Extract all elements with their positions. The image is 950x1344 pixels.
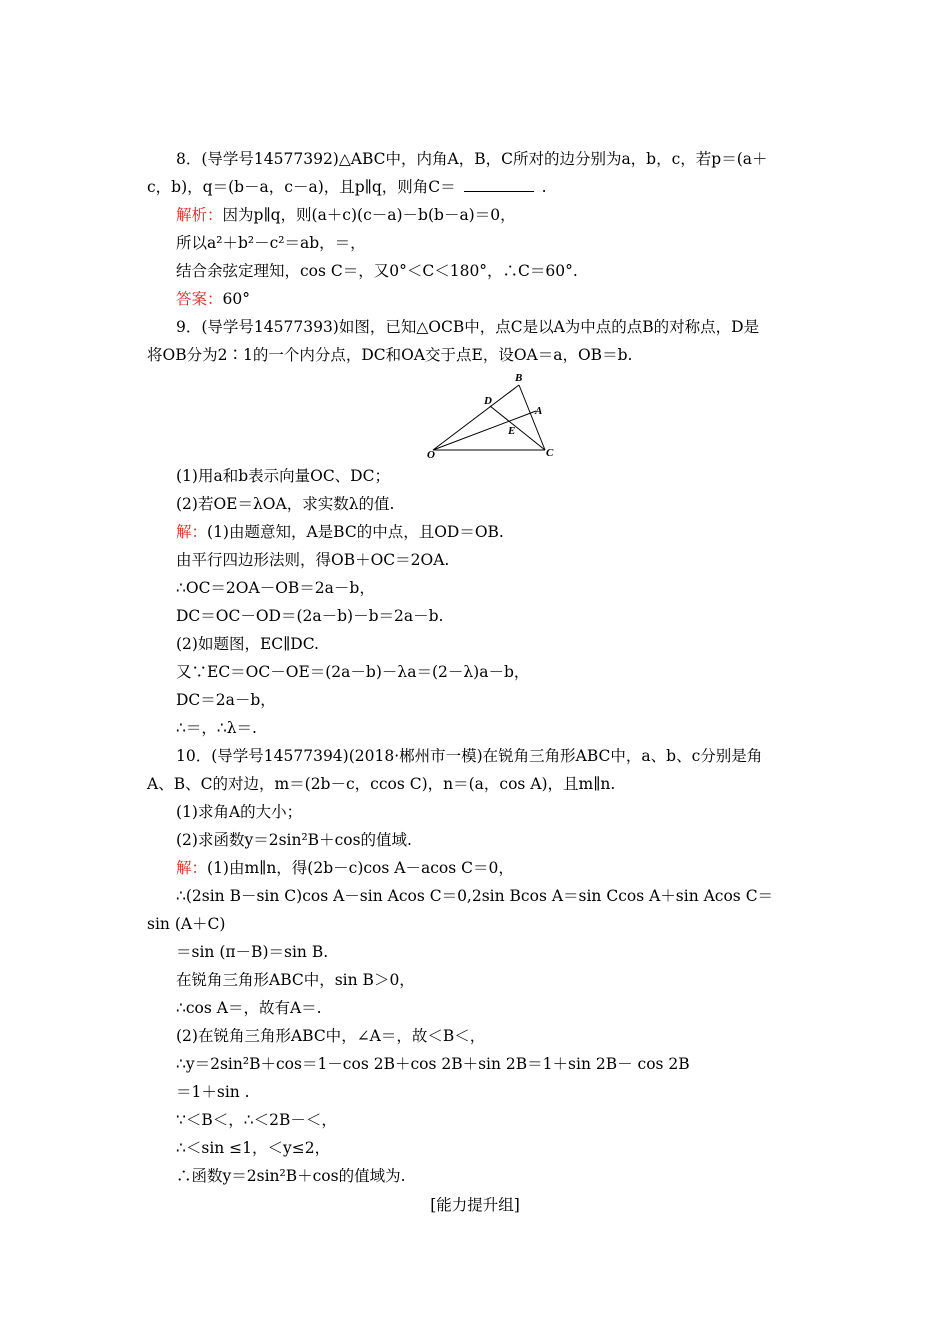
q10-part2: (2)求函数y＝2sin²B＋cos的值域. <box>176 831 412 849</box>
q9-solution-line7: DC＝2a－b， <box>176 691 276 709</box>
section-title: [能力提升组] <box>430 1196 520 1214</box>
q9-solution-line1 <box>176 522 504 542</box>
q10-solution-line5: 在锐角三角形ABC中，sin B＞0， <box>176 971 415 989</box>
answer-blank <box>464 177 534 192</box>
q8-solution-line3: 结合余弦定理知，cos C＝，又0°＜C＜180°，∴C＝60°. <box>176 262 578 280</box>
label-b: B <box>515 372 523 384</box>
q9-part1: (1)用a和b表示向量OC、DC； <box>176 467 390 485</box>
q10-line1: 10．(导学号14577394)(2018·郴州市一模)在锐角三角形ABC中，a、b、c分别是角 <box>176 747 763 765</box>
q10-solution-line9: ＝1＋sin . <box>176 1083 250 1101</box>
q10-solution-line10: ∵＜B＜，∴＜2B－＜， <box>176 1111 337 1129</box>
q10-solution-line4: ＝sin (π－B)＝sin B. <box>176 943 329 961</box>
q8-solution-line2: 所以a²＋b²－c²＝ab，＝， <box>176 234 366 252</box>
q9-line1: 9．(导学号14577393)如图，已知△OCB中，点C是以A为中点的点B的对称点，D是 <box>176 318 760 336</box>
label-c: C <box>546 447 554 459</box>
q9-solution-line3: ∴OC＝2OA－OB＝2a－b， <box>176 579 375 597</box>
q10-solution-line8: ∴y＝2sin²B＋cos＝1－cos 2B＋cos 2B＋sin 2B＝1＋sin 2B－ cos 2B <box>176 1055 690 1073</box>
label-a: A <box>535 405 543 417</box>
q8-line1: 8．(导学号14577392)△ABC中，内角A，B，C所对的边分别为a，b，c，若p＝(a＋ <box>176 150 768 168</box>
solution-label: 解： <box>176 859 208 877</box>
q9-part2: (2)若OE＝λOA，求实数λ的值. <box>176 495 395 513</box>
segment-ob <box>433 385 519 450</box>
label-d: D <box>484 395 492 407</box>
q8-solution-text: 因为p∥q，则(a＋c)(c－a)－b(b－a)＝0， <box>222 206 516 224</box>
q9-line2: 将OB分为2∶1的一个内分点，DC和OA交于点E，设OA＝a，OB＝b. <box>147 346 633 364</box>
q10-solution-line2: ∴(2sin B－sin C)cos A－sin Acos C＝0,2sin Bcos A＝sin Ccos A＋sin Acos C＝ <box>176 887 774 905</box>
solution-label: 解： <box>176 523 208 541</box>
answer-label: 答案： <box>176 290 223 308</box>
triangle-figure <box>420 368 560 460</box>
q9-solution-line5: (2)如题图，EC∥DC. <box>176 635 319 653</box>
q10-solution-line3: sin (A＋C) <box>147 915 226 933</box>
q10-part1: (1)求角A的大小； <box>176 803 303 821</box>
label-e: E <box>508 425 516 437</box>
q9-solution-line6: 又∵EC＝OC－OE＝(2a－b)－λa＝(2－λ)a－b， <box>176 663 530 681</box>
q9-solution-line2: 由平行四边形法则，得OB＋OC＝2OA. <box>176 551 450 569</box>
segment-bc <box>519 385 545 450</box>
q8-answer: 60° <box>222 290 250 308</box>
q8-line2-end: . <box>541 178 547 196</box>
q10-solution-line1 <box>176 858 514 878</box>
q8-solution-line1 <box>176 205 516 225</box>
q9-solution-line8: ∴＝，∴λ＝. <box>176 719 257 737</box>
q8-answer-line <box>176 289 250 309</box>
q10-line2: A、B、C的对边，m＝(2b－c，ccos C)，n＝(a，cos A)，且m∥n. <box>147 775 616 793</box>
label-o: O <box>427 449 435 460</box>
q8-line2-text: c，b)，q＝(b－a，c－a)，且p∥q，则角C＝ <box>147 178 456 196</box>
q9-solution-line4: DC＝OC－OD＝(2a－b)－b＝2a－b. <box>176 607 444 625</box>
q10-solution-line12: ∴函数y＝2sin²B＋cos的值域为. <box>176 1167 406 1185</box>
q10-solution-line7: (2)在锐角三角形ABC中，∠A＝，故＜B＜， <box>176 1027 486 1045</box>
q10-solution-text: (1)由m∥n，得(2b－c)cos A－acos C＝0， <box>207 859 514 877</box>
q9-solution-text: (1)由题意知，A是BC的中点，且OD＝OB. <box>207 523 504 541</box>
q10-solution-line6: ∴cos A＝，故有A＝. <box>176 999 322 1017</box>
solution-label: 解析： <box>176 206 223 224</box>
q10-solution-line11: ∴＜sin ≤1，＜y≤2， <box>176 1139 331 1157</box>
q8-line2 <box>147 177 547 197</box>
